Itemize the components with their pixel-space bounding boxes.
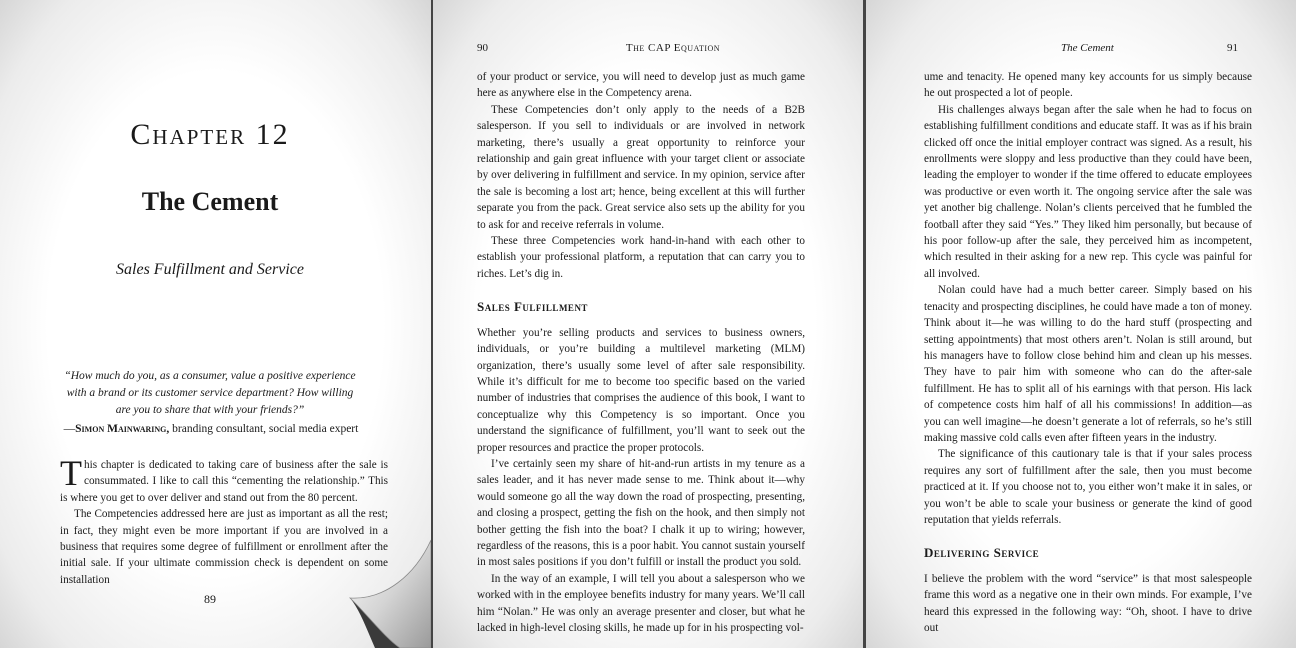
paragraph: Nolan could have had a much better career. Simply based on his tenacity and prospecting disciplines, he could have made a ton of money. Think about it—he was willing to do the hard stuff (prospecting and setting appointments) that most others aren’t. Nolan is still around, but his managers have to follow close behind him and clean up his messes. They have to pair him with someone who can do the after-sale fulfillment. He has to split all of his earnings with that person. His lack of competence costs him half of all his commissions! In addition—as you can well imagine—he doesn’t generate a lot of referrals, so he’s still making massive cold calls even after fifteen years in the industry.: [924, 284, 1252, 444]
epigraph-attribution: [30, 423, 392, 435]
section-heading: Sales Fulfillment: [477, 299, 588, 315]
left-body-text: [60, 453, 388, 588]
paragraph: Whether you’re selling products and services to business owners, individuals, or you’re building a multilevel marketing (MLM) organization, there’s usually some level of after sale responsibility. While it’s difficult for me to become too specific based on the varied number of industries that comprises the audience of this book, I want to conceptualize why this Competency is so important. Once you understand the significance of fulfillment, you’ll want to seek out the proper resources and practice the proper protocols.: [477, 326, 805, 454]
chapter-subtitle: Sales Fulfillment and Service: [116, 261, 304, 278]
page-curl: [345, 520, 431, 648]
right-body-text: [924, 69, 1252, 636]
attribution-dash: —: [63, 423, 76, 435]
paragraph: These Competencies don’t only apply to the needs of a B2B salesperson. If you sell to individuals or are involved in network marketing, there’s usually a great opportunity to reinforce your relationship and gain great influence with your target client or associate by over delivering in fulfillment and service. In my opinion, service after the sale is becoming a lost art; hence, being excellent at this will further separate you from the pack. Great service also sets up the ability for you to ask for and receive referrals in volume.: [477, 103, 805, 231]
middle-body-text: [477, 69, 805, 636]
paragraph: The Competencies addressed here are just as important as all the rest; in fact, they might even be more important if you are involved in a business that requires some degree of fulfillment or enrollment after the initial sale. If your ultimate commission check is dependent on some installation: [60, 508, 388, 586]
chapter-title: The Cement: [141, 187, 279, 216]
paragraph: His challenges always began after the sale when he had to focus on establishing fulfillment conditions and educate staff. It was as if his brain clicked off once the initial employer contract was signed. As a result, his enrollments were sloppy and less productive than they could have been, leading the employer to wonder if the time offered to educate employees was productive or even worth it. The ongoing service after the sale was yet another big challenge. Nolan’s clients perceived that he fumbled the football after they said “Yes.” They liked him personally, but because of his poor follow-up after the sale, they perceived him as incompetent, which resulted in their asking for a new rep. This cycle was painful for all involved.: [924, 103, 1252, 280]
page-number: 90: [477, 42, 488, 54]
page-number: 91: [1227, 42, 1238, 54]
paragraph: In the way of an example, I will tell you about a salesperson who we worked with in the employee benefits industry for many years. We’ll call him “Nolan.” He was only an average presenter and closer, but what he lacked in high-level closing skills, he made up for in his prospecting vol-: [477, 572, 805, 634]
attribution-role: branding consultant, social media expert: [169, 423, 359, 435]
paragraph: The significance of this cautionary tale is that if your sales process requires any sort of fulfillment after the sale, then you must become practiced at it. If you choose not to, you either won’t make it in sales, or you won’t be able to scale your business or generate the kind of good reputation that yields referrals.: [924, 448, 1252, 526]
right-page: [866, 0, 1296, 648]
running-head: The CAP Equation: [625, 42, 721, 54]
paragraph: These three Competencies work hand-in-hand with each other to establish your professional platform, a reputation that can carry you to riches. Let’s dig in.: [477, 235, 805, 280]
attribution-name: Simon Mainwaring,: [75, 423, 170, 435]
drop-cap: T: [60, 453, 82, 493]
epigraph-quote: “How much do you, as a consumer, value a positive experience with a brand or its customer service department? How willing are you to share that with your friends?”: [64, 370, 356, 416]
paragraph: I’ve certainly seen my share of hit-and-run artists in my tenure as a sales leader, and it has never made sense to me. Think about it—why would someone go all the way down the road of prospecting, presenting, and closing a prospect, getting the fish on the hook, and then simply not bother getting the fish into the boat? I chalk it up to wiring; however, regardless of the reasons, this is a poor habit. You cannot sustain yourself in most sales positions if you don’t fulfill or install the product you sold.: [477, 457, 805, 569]
chapter-number: Chapter 12: [130, 118, 290, 151]
left-page: [0, 0, 431, 648]
section-heading: Delivering Service: [924, 545, 1040, 561]
running-head: The Cement: [1061, 42, 1114, 54]
middle-page: [433, 0, 863, 648]
paragraph: of your product or service, you will need to develop just as much game here as anywhere else in the Competency arena.: [477, 71, 805, 100]
page-number: 89: [204, 592, 216, 606]
paragraph: his chapter is dedicated to taking care of business after the sale is consummated. I like to call this “cementing the relationship.” This is where you get to over deliver and stand out from the 80 percent.: [60, 459, 388, 504]
paragraph: ume and tenacity. He opened many key accounts for us simply because he out prospected a lot of people.: [924, 71, 1252, 100]
paragraph: I believe the problem with the word “service” is that most salespeople frame this word as a negative one in their own minds. For example, I’ve heard this expressed in the following way: “Oh, shoot. I have to drive out: [924, 572, 1252, 634]
